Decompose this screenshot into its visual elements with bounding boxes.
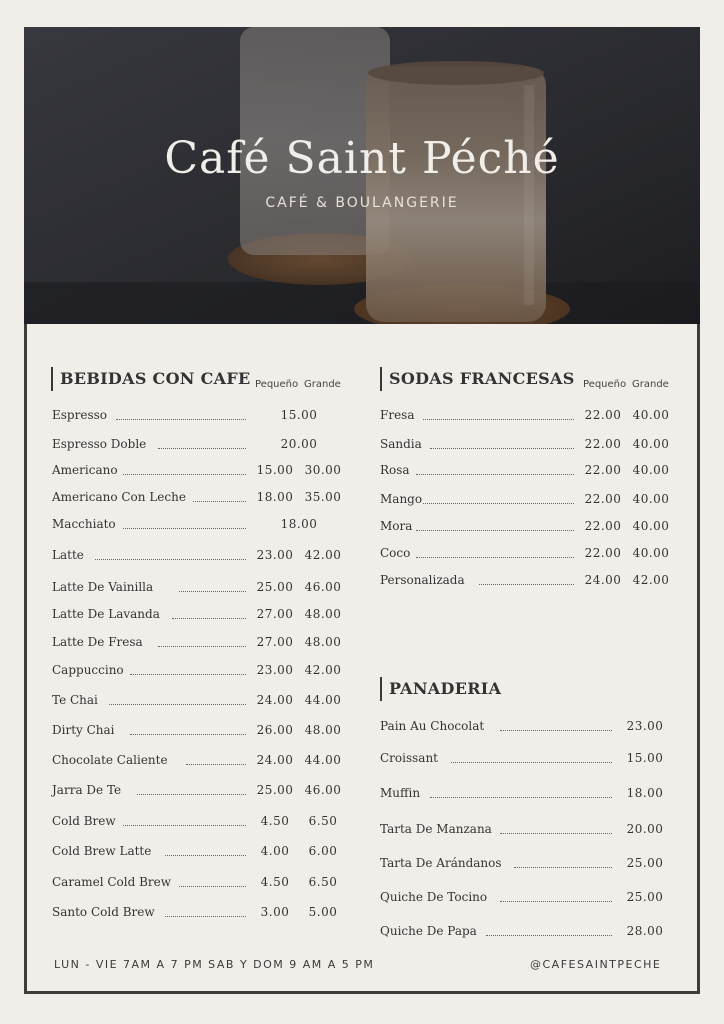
menu-item-price-large: 44.00 (304, 753, 342, 767)
dotted-leader (430, 448, 574, 449)
opening-hours: LUN - VIE 7AM A 7 PM SAB Y DOM 9 AM A 5 PM (54, 958, 375, 971)
menu-item-price-small: 22.00 (584, 408, 622, 422)
dotted-leader (116, 419, 246, 420)
menu-item-price-large: 35.00 (304, 490, 342, 504)
dotted-leader (172, 618, 246, 619)
menu-item-name: Mango (380, 492, 423, 506)
menu-item-price-small: 22.00 (584, 463, 622, 477)
bebidas-size-small-label: Pequeño (255, 379, 299, 390)
dotted-leader (500, 901, 612, 902)
cafe-title: Café Saint Péché (164, 133, 560, 184)
menu-item-price-large: 46.00 (304, 580, 342, 594)
menu-item-name: Personalizada (380, 573, 465, 587)
menu-item-price-large: 48.00 (304, 607, 342, 621)
menu-item-price-small: 22.00 (584, 437, 622, 451)
menu-item-row (52, 635, 700, 651)
menu-item-name: Latte De Vainilla (52, 580, 154, 594)
menu-item-price-small: 15.00 (256, 463, 294, 477)
dotted-leader (451, 762, 612, 763)
menu-item-row (380, 573, 700, 589)
hero-banner (24, 27, 700, 324)
menu-item-price-large: 6.50 (308, 875, 338, 889)
dotted-leader (95, 559, 246, 560)
menu-item-row (380, 492, 700, 508)
menu-item-name: Cappuccino (52, 663, 124, 677)
menu-item-name: Rosa (380, 463, 410, 477)
menu-item-price-large: 40.00 (632, 519, 670, 533)
menu-item-name: Quiche De Papa (380, 924, 477, 938)
dotted-leader (514, 867, 612, 868)
menu-item-price-large: 42.00 (304, 548, 342, 562)
instagram-handle: @CAFESAINTPECHE (530, 958, 662, 971)
dotted-leader (416, 557, 574, 558)
dotted-leader (500, 833, 612, 834)
menu-item-price-large: 42.00 (632, 573, 670, 587)
panaderia-heading: PANADERIA (380, 677, 501, 701)
sodas-heading: SODAS FRANCESAS (380, 367, 575, 391)
menu-item-row (380, 546, 700, 562)
menu-item-row (380, 924, 700, 940)
menu-item-price-large: 44.00 (304, 693, 342, 707)
menu-item-name: Macchiato (52, 517, 116, 531)
menu-item-name: Latte De Fresa (52, 635, 143, 649)
menu-item-row (52, 875, 700, 891)
dotted-leader (430, 797, 612, 798)
menu-item-name: Dirty Chai (52, 723, 115, 737)
menu-item-price-large: 46.00 (304, 783, 342, 797)
menu-item-name: Cold Brew Latte (52, 844, 152, 858)
menu-item-name: Te Chai (52, 693, 98, 707)
dotted-leader (186, 764, 246, 765)
dotted-leader (416, 474, 574, 475)
dotted-leader (479, 584, 574, 585)
menu-item-name: Tarta De Manzana (380, 822, 492, 836)
dotted-leader (137, 794, 246, 795)
dotted-leader (158, 646, 246, 647)
menu-item-name: Americano (52, 463, 118, 477)
menu-item-price-large: 40.00 (632, 463, 670, 477)
menu-item-name: Caramel Cold Brew (52, 875, 172, 889)
menu-item-price-small: 24.00 (256, 693, 294, 707)
menu-item-price-small: 22.00 (584, 519, 622, 533)
menu-item-price: 28.00 (626, 924, 664, 938)
menu-item-price: 15.00 (280, 408, 318, 422)
dotted-leader (423, 419, 574, 420)
menu-item-price-large: 40.00 (632, 437, 670, 451)
sodas-size-small-label: Pequeño (583, 379, 627, 390)
menu-item-name: Fresa (380, 408, 415, 422)
menu-item-row (380, 719, 700, 735)
menu-item-row (380, 856, 700, 872)
menu-item-price-small: 24.00 (584, 573, 622, 587)
menu-item-name: Latte De Lavanda (52, 607, 160, 621)
dotted-leader (123, 528, 246, 529)
menu-item-price: 20.00 (626, 822, 664, 836)
menu-item-name: Tarta De Arándanos (380, 856, 502, 870)
menu-item-row (380, 519, 700, 535)
menu-item-row (380, 786, 700, 802)
menu-item-row (380, 408, 700, 424)
dotted-leader (123, 825, 246, 826)
menu-item-price-small: 27.00 (256, 635, 294, 649)
dotted-leader (123, 474, 246, 475)
menu-item-price-small: 18.00 (256, 490, 294, 504)
dotted-leader (500, 730, 612, 731)
menu-item-price: 20.00 (280, 437, 318, 451)
menu-item-name: Espresso Doble (52, 437, 147, 451)
menu-item-name: Jarra De Te (52, 783, 122, 797)
menu-item-name: Muffin (380, 786, 421, 800)
menu-item-name: Santo Cold Brew (52, 905, 155, 919)
menu-item-price: 23.00 (626, 719, 664, 733)
menu-item-price-small: 3.00 (260, 905, 290, 919)
menu-item-price-small: 27.00 (256, 607, 294, 621)
menu-item-row (52, 663, 700, 679)
menu-item-price-small: 23.00 (256, 548, 294, 562)
dotted-leader (423, 503, 574, 504)
cafe-subtitle: CAFÉ & BOULANGERIE (265, 195, 459, 211)
dotted-leader (130, 734, 246, 735)
menu-item-price-large: 40.00 (632, 546, 670, 560)
menu-item-row (380, 890, 700, 906)
menu-item-name: Croissant (380, 751, 439, 765)
menu-item-name: Latte (52, 548, 84, 562)
menu-item-price-small: 25.00 (256, 580, 294, 594)
menu-item-name: Mora (380, 519, 413, 533)
dotted-leader (193, 501, 246, 502)
menu-item-name: Chocolate Caliente (52, 753, 168, 767)
menu-item-price-large: 5.00 (308, 905, 338, 919)
dotted-leader (165, 855, 246, 856)
bebidas-heading: BEBIDAS CON CAFE (51, 367, 251, 391)
dotted-leader (130, 674, 246, 675)
menu-item-name: Cold Brew (52, 814, 116, 828)
menu-item-row (52, 607, 700, 623)
menu-item-name: Americano Con Leche (52, 490, 186, 504)
menu-item-name: Espresso (52, 408, 107, 422)
dotted-leader (179, 591, 246, 592)
bebidas-size-large-label: Grande (304, 379, 341, 390)
menu-item-price-small: 25.00 (256, 783, 294, 797)
sodas-size-large-label: Grande (632, 379, 669, 390)
menu-item-price-small: 26.00 (256, 723, 294, 737)
dotted-leader (486, 935, 612, 936)
dotted-leader (416, 530, 574, 531)
dotted-leader (165, 916, 246, 917)
menu-item-name: Quiche De Tocino (380, 890, 488, 904)
menu-item-row (52, 905, 700, 921)
menu-item-price-large: 48.00 (304, 723, 342, 737)
menu-item-price: 15.00 (626, 751, 664, 765)
menu-item-price-large: 40.00 (632, 408, 670, 422)
menu-item-price-small: 22.00 (584, 492, 622, 506)
menu-item-price-small: 24.00 (256, 753, 294, 767)
dotted-leader (158, 448, 246, 449)
menu-item-row (380, 463, 700, 479)
dotted-leader (109, 704, 246, 705)
menu-item-name: Pain Au Chocolat (380, 719, 485, 733)
menu-item-price-small: 23.00 (256, 663, 294, 677)
menu-item-price-large: 30.00 (304, 463, 342, 477)
menu-item-price-large: 42.00 (304, 663, 342, 677)
menu-item-name: Coco (380, 546, 411, 560)
menu-item-price-large: 40.00 (632, 492, 670, 506)
menu-item-price: 25.00 (626, 856, 664, 870)
menu-item-row (380, 751, 700, 767)
menu-item-row (380, 437, 700, 453)
dotted-leader (179, 886, 246, 887)
menu-item-price: 25.00 (626, 890, 664, 904)
menu-item-price-small: 22.00 (584, 546, 622, 560)
menu-item-price: 18.00 (280, 517, 318, 531)
menu-item-price-large: 48.00 (304, 635, 342, 649)
menu-item-price-small: 4.50 (260, 814, 290, 828)
menu-item-price-large: 6.00 (308, 844, 338, 858)
menu-item-row (52, 693, 700, 709)
menu-item-row (380, 822, 700, 838)
menu-item-price-small: 4.00 (260, 844, 290, 858)
menu-item-price-large: 6.50 (308, 814, 338, 828)
menu-item-price: 18.00 (626, 786, 664, 800)
menu-item-name: Sandia (380, 437, 422, 451)
menu-item-price-small: 4.50 (260, 875, 290, 889)
